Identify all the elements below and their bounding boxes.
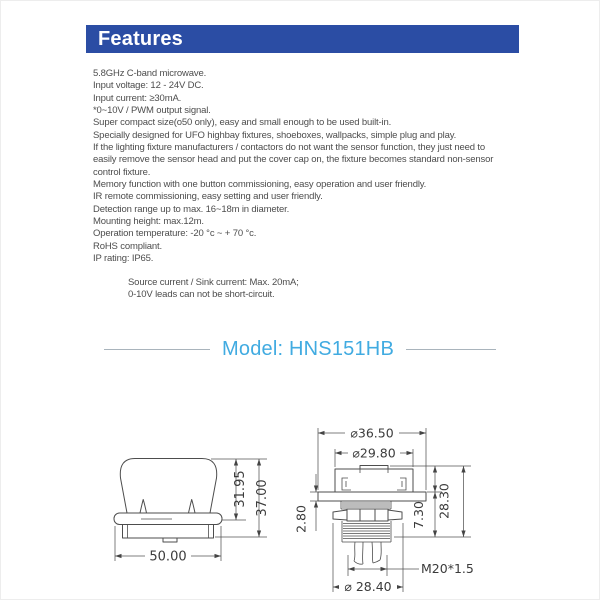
feature-line: *0~10V / PWM output signal.	[93, 105, 211, 117]
features-title: Features	[98, 27, 183, 50]
feature-line: Operation temperature: -20 °c ~ + 70 °c.	[93, 228, 257, 240]
model-title: Model: HNS151HB	[222, 337, 394, 360]
wire-leads	[354, 542, 381, 564]
dim-label-flange-thickness: 2.80	[293, 505, 309, 533]
feature-line: easily remove the sensor head and put the cover cap on, the fixture becomes standard non-sensor	[93, 154, 494, 166]
feature-line: RoHS compliant.	[93, 240, 163, 252]
features-banner	[86, 25, 519, 53]
arrowhead	[234, 459, 238, 466]
feature-line: Detection range up to max. 16~18m in diameter.	[93, 203, 290, 215]
model-heading-rule-left	[104, 349, 210, 350]
feature-line: 5.8GHz C-band microwave.	[93, 68, 207, 79]
arrowhead	[333, 585, 340, 589]
dim-label-bottom-diameter: ⌀ 28.40	[344, 579, 392, 594]
arrowhead	[397, 585, 404, 589]
feature-line: Input current: ≥30mA.	[93, 92, 182, 104]
arrowhead	[433, 466, 437, 473]
arrowhead	[318, 431, 325, 435]
arrowhead	[314, 486, 318, 493]
arrowhead	[335, 451, 342, 455]
model-heading	[0, 336, 600, 362]
clip-left	[140, 500, 147, 514]
housing-outline	[335, 469, 413, 492]
lower-thread	[342, 521, 391, 542]
arrowhead	[348, 567, 355, 571]
feature-line: Specially designed for UFO highbay fixtures, shoeboxes, wallpacks, simple plug and play.	[93, 129, 457, 141]
dim-label-nut-depth: 7.30	[411, 501, 426, 529]
arrowhead	[420, 431, 427, 435]
clip-right	[189, 500, 196, 514]
feature-notes	[128, 277, 468, 302]
right-view-dimensions	[294, 426, 474, 595]
tab-marks	[360, 469, 388, 473]
feature-line: IR remote commissioning, easy setting and user friendly.	[93, 191, 323, 203]
feature-line: If the lighting fixture manufacturers / contactors do not want the sensor function, they just need to	[93, 142, 485, 154]
dome-outline	[120, 459, 216, 514]
arrowhead	[433, 531, 437, 538]
arrowhead	[234, 514, 238, 521]
feature-note-line: 0-10V leads can not be short-circuit.	[128, 289, 275, 301]
arrowhead	[314, 501, 318, 508]
clip-detail-right	[397, 478, 406, 490]
feature-line: IP rating: IP65.	[93, 253, 154, 265]
feature-note-line: Source current / Sink current: Max. 20mA;	[128, 277, 299, 288]
arrowhead	[461, 466, 465, 473]
base-notch	[163, 538, 177, 542]
base-inner-walls	[128, 525, 209, 539]
arrowhead	[407, 451, 414, 455]
arrowhead	[257, 459, 261, 466]
arrowhead	[257, 531, 261, 538]
feature-line: Mounting height: max.12m.	[93, 216, 204, 228]
housing-top-tab	[360, 466, 388, 470]
arrowhead	[381, 567, 388, 571]
left-view-dimensions	[115, 459, 270, 565]
model-heading-rule-right	[406, 349, 496, 350]
base-outline	[123, 525, 214, 539]
technical-drawings	[0, 410, 600, 600]
feature-line: control fixture.	[93, 166, 151, 178]
feature-line: Input voltage: 12 - 24V DC.	[93, 80, 204, 92]
dim-label-inner-diameter: ⌀29.80	[352, 445, 396, 461]
dim-label-inner-height: 31.95	[233, 470, 248, 508]
features-list	[93, 68, 533, 266]
nut-side-facets	[333, 510, 402, 520]
dim-label-total-height: 37.00	[255, 479, 270, 517]
feature-line: Memory function with one button commissioning, easy operation and user friendly.	[93, 179, 427, 191]
arrowhead	[115, 554, 122, 558]
sensor-head-front-view	[114, 459, 222, 543]
arrowhead	[461, 531, 465, 538]
dim-label-thread-spec: M20*1.5	[421, 561, 474, 576]
dim-label-top-diameter: ⌀36.50	[350, 425, 394, 441]
feature-line: Super compact size(o50 only), easy and small enough to be used built-in.	[93, 117, 392, 129]
flange-outline	[318, 492, 426, 501]
upper-thread	[341, 501, 391, 509]
sensor-mount-side-view	[318, 466, 426, 565]
clip-detail-left	[342, 478, 351, 490]
nut-band	[347, 509, 388, 521]
dim-label-total-depth: 28.30	[436, 483, 452, 519]
dim-label-width: 50.00	[149, 549, 187, 565]
arrowhead	[215, 554, 222, 558]
